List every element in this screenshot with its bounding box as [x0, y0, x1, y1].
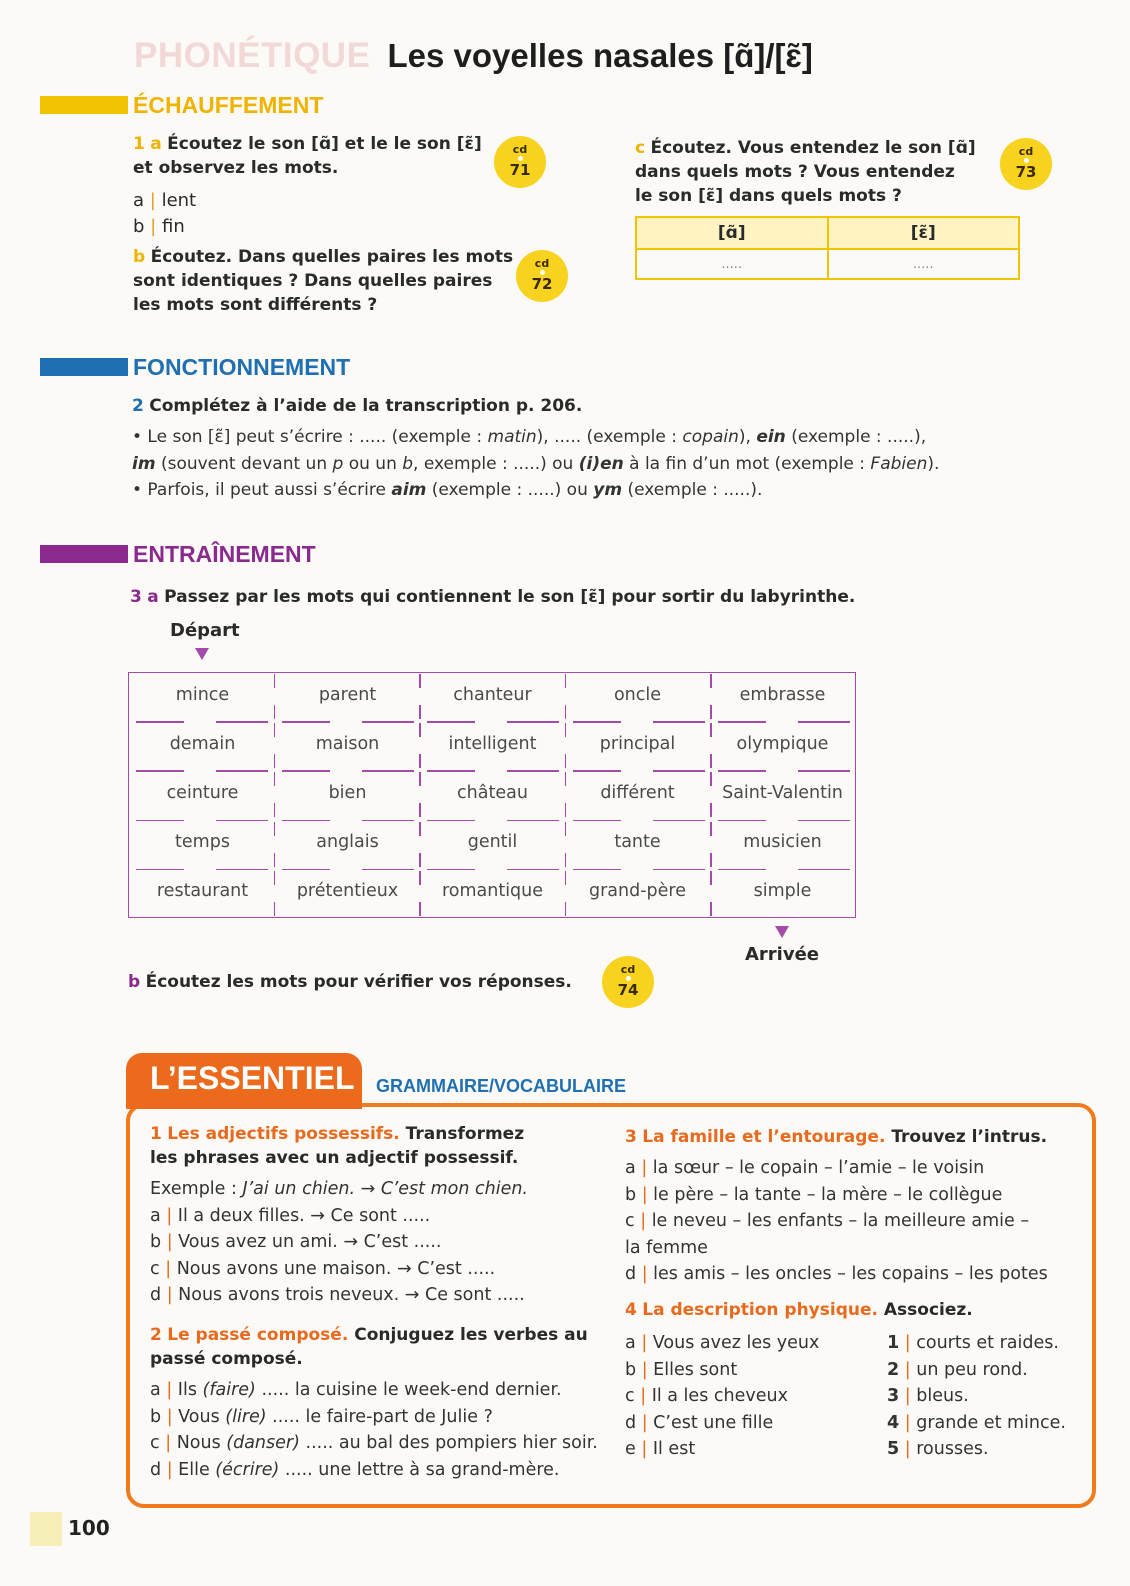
maze-cell[interactable]: embrasse [739, 685, 826, 705]
maze-wall [136, 869, 184, 871]
page-number: 100 [68, 1516, 110, 1540]
exercise-1b: b Écoutez. Dans quelles paires les mots sont identiques ? Dans quelles paires les mots sont différents ? [133, 247, 514, 315]
bullet-1-cont: im (souvent devant un p ou un b, exemple : .....) ou (i)en à la fin d’un mot (exemple : Fabien). [132, 453, 940, 474]
maze-wall [216, 770, 268, 772]
list-item: b | le père – la tante – la mère – le collègue [625, 1184, 1003, 1205]
maze-wall [798, 770, 850, 772]
table-cell[interactable]: ..... [828, 249, 1020, 279]
cd-track-73-badge[interactable]: cd 73 [1000, 138, 1052, 190]
maze-wall [565, 705, 567, 719]
finish-arrow-icon [775, 926, 789, 938]
cd-track-72-badge[interactable]: cd 72 [516, 250, 568, 302]
maze-wall [274, 803, 276, 817]
cd-track-71-badge[interactable]: cd 71 [494, 136, 546, 188]
maze-wall [710, 902, 712, 916]
ex3b-instruction: Écoutez les mots pour vérifier vos réponses. [145, 972, 572, 992]
maze-wall [798, 869, 850, 871]
page-number-tab [30, 1512, 62, 1546]
list-item: d | Nous avons trois neveux. → Ce sont ..... [150, 1285, 525, 1305]
list-item: e | Il est [625, 1439, 696, 1459]
maze-wall [216, 869, 268, 871]
maze-wall [419, 754, 421, 768]
maze-cell[interactable]: différent [600, 783, 675, 803]
maze-cell[interactable]: tante [614, 832, 661, 852]
ex1a-line1: Écoutez le son [ɑ̃] et le le son [ɛ̃] [167, 134, 482, 154]
list-item: d | les amis – les oncles – les copains – les potes [625, 1264, 1048, 1284]
list-item: 1 | courts et raides. [887, 1333, 1059, 1353]
maze-cell[interactable]: intelligent [448, 734, 537, 754]
table-cell[interactable]: ..... [636, 249, 828, 279]
bullet-1: • Le son [ɛ̃] peut s’écrire : ..... (exemple : matin), ..... (exemple : copain), ein (exemple : .....), [132, 427, 927, 447]
maze-cell[interactable]: bien [328, 783, 367, 803]
maze-wall [419, 705, 421, 719]
maze-wall [565, 853, 567, 867]
list-item: d | C’est une fille [625, 1412, 774, 1433]
essentiel-q3: 3 La famille et l’entourage. Trouvez l’intrus. a | la sœur – le copain – l’amie – le voisin b | le père – la tante – la mère – le collègue c | le neveu – les enfants – la meilleure amie – la femme d | les amis – les oncles – les copains – les potes [625, 1125, 1075, 1288]
maze-wall [565, 803, 567, 817]
maze-cell[interactable]: anglais [316, 832, 379, 852]
fonctionnement-bar [40, 358, 128, 376]
essentiel-q1: 1 Les adjectifs possessifs. Transformez les phrases avec un adjectif possessif. Exemple : J’ai un chien. → C’est mon chien. a | Il a deux filles. → Ce sont ..... b | Vous avez un ami. → C’est ..... c | Nous avons une maison. → C’est ..... d | Nous avons trois neveux. → Ce sont ..... [150, 1122, 610, 1309]
maze-wall [710, 754, 712, 768]
exercise-3b [128, 970, 608, 994]
maze-cell[interactable]: romantique [441, 881, 544, 901]
list-item: b | Elles sont [625, 1359, 738, 1380]
maze-wall [573, 721, 621, 723]
start-arrow-icon [195, 648, 209, 660]
maze-cell[interactable]: chanteur [453, 685, 532, 705]
maze-wall [282, 820, 330, 822]
maze-cell[interactable]: musicien [743, 832, 822, 852]
ex1c-letter: c [635, 138, 646, 158]
maze-cell[interactable]: simple [753, 881, 812, 901]
maze-wall [427, 869, 475, 871]
maze-cell[interactable]: principal [599, 734, 676, 754]
page-title: Les voyelles nasales [ɑ̃]/[ɛ̃] [387, 37, 813, 74]
maze-wall [507, 770, 559, 772]
exercise-1a [133, 132, 513, 240]
maze-cell[interactable]: mince [175, 685, 230, 705]
list-item: 5 | rousses. [887, 1439, 989, 1459]
maze-finish-label: Arrivée [745, 944, 820, 965]
list-item: b | fin [133, 216, 185, 237]
maze-wall [274, 754, 276, 768]
list-item: a | Il a deux filles. → Ce sont ..... [150, 1205, 431, 1226]
ex1a-letter: a [150, 134, 162, 154]
list-item: c | Nous (danser) ..... au bal des pompiers hier soir. [150, 1433, 598, 1453]
maze-wall [216, 721, 268, 723]
bullet-2: • Parfois, il peut aussi s’écrire aim (exemple : .....) ou ym (exemple : .....). [132, 480, 763, 500]
ex3a-number: 3 [130, 587, 142, 607]
maze-wall [718, 770, 766, 772]
maze-cell[interactable]: demain [169, 734, 236, 754]
maze-wall [136, 820, 184, 822]
maze-wall [282, 869, 330, 871]
essentiel-subtitle: GRAMMAIRE/VOCABULAIRE [376, 1076, 626, 1096]
ex1a-number: 1 [133, 134, 145, 154]
maze-wall [507, 721, 559, 723]
maze-cell[interactable]: restaurant [156, 881, 249, 901]
maze-cell[interactable]: prétentieux [296, 881, 399, 901]
maze-wall [362, 820, 414, 822]
maze-wall [274, 853, 276, 867]
page-header [134, 36, 934, 86]
maze-cell[interactable]: gentil [467, 832, 518, 852]
table-header: [ɑ̃] [636, 217, 828, 249]
ex1b-letter: b [133, 247, 146, 267]
list-item: b | Vous avez un ami. → C’est ..... [150, 1232, 442, 1252]
maze-wall [507, 869, 559, 871]
entrainement-heading: ENTRAÎNEMENT [133, 541, 316, 567]
maze-wall [419, 853, 421, 867]
maze-cell[interactable]: temps [175, 832, 230, 852]
maze-wall [136, 770, 184, 772]
section-label: PHONÉTIQUE [134, 36, 371, 75]
maze-cell[interactable]: Saint-Valentin [722, 783, 843, 803]
maze-wall [282, 721, 330, 723]
maze-wall [718, 869, 766, 871]
maze-cell[interactable]: château [457, 783, 528, 803]
maze-wall [565, 902, 567, 916]
maze-wall [427, 770, 475, 772]
list-item: a | Ils (faire) ..... la cuisine le week-end dernier. [150, 1380, 562, 1400]
exercise-1c: c Écoutez. Vous entendez le son [ɑ̃] dans quels mots ? Vous entendez le son [ɛ̃] dans quels mots ? [635, 138, 976, 206]
maze-wall [573, 820, 621, 822]
list-item: a | la sœur – le copain – l’amie – le voisin [625, 1158, 985, 1178]
q4-right-column [887, 1330, 1087, 1463]
maze-wall [362, 770, 414, 772]
ex2-number: 2 [132, 396, 144, 416]
cd-track-74-badge[interactable]: cd 74 [602, 956, 654, 1008]
maze-wall [573, 770, 621, 772]
q1-example: Exemple : J’ai un chien. → C’est mon chien. [150, 1179, 528, 1199]
maze-wall [565, 754, 567, 768]
list-item: 2 | un peu rond. [887, 1359, 1028, 1380]
list-item: c | Nous avons une maison. → C’est ..... [150, 1258, 496, 1279]
maze-wall [710, 853, 712, 867]
maze-wall [274, 902, 276, 916]
list-item: b | Vous (lire) ..... le faire-part de Julie ? [150, 1406, 493, 1427]
maze-wall [216, 820, 268, 822]
table-header: [ɛ̃] [828, 217, 1020, 249]
maze-wall [362, 721, 414, 723]
maze-wall [653, 770, 705, 772]
ex3b-letter: b [128, 972, 141, 992]
maze-wall [718, 820, 766, 822]
maze-wall [419, 902, 421, 916]
maze-wall [427, 721, 475, 723]
maze-wall [507, 820, 559, 822]
maze-start-label: Départ [170, 620, 240, 641]
maze-cell[interactable]: oncle [613, 685, 662, 705]
maze-wall [653, 869, 705, 871]
essentiel-title: L’ESSENTIEL [150, 1060, 355, 1096]
maze-wall [653, 820, 705, 822]
exercise-2 [132, 394, 1032, 504]
maze-wall [136, 721, 184, 723]
maze-cell[interactable]: grand-père [589, 881, 686, 901]
essentiel-q2: 2 Le passé composé. Conjuguez les verbes au passé composé. a | Ils (faire) ..... la cuisine le week-end dernier. b | Vous (lire) ..... le faire-part de Julie ? c | Nous (danser) ..... au bal des pompiers hier soir. d | Elle (écrire) ..... une lettre à sa grand-mère. [150, 1323, 610, 1483]
maze-cell[interactable]: olympique [736, 734, 829, 754]
ex2-instruction: Complétez à l’aide de la transcription p. 206. [149, 396, 583, 416]
maze-cell[interactable]: parent [318, 685, 377, 705]
list-item: 4 | grande et mince. [887, 1412, 1066, 1433]
list-item: a | Vous avez les yeux [625, 1333, 820, 1353]
maze-wall [710, 803, 712, 817]
maze-wall [362, 869, 414, 871]
q4-left-column [625, 1330, 875, 1463]
ex3a-instruction: Passez par les mots qui contiennent le son [ɛ̃] pour sortir du labyrinthe. [164, 587, 856, 607]
maze-wall [274, 705, 276, 719]
maze-wall [710, 705, 712, 719]
essentiel-q4-heading: 4 La description physique. Associez. [625, 1300, 973, 1320]
maze-wall [282, 770, 330, 772]
list-item-cont: la femme [625, 1237, 708, 1258]
maze-wall [653, 721, 705, 723]
exercise-3a [130, 585, 890, 609]
fonctionnement-heading: FONCTIONNEMENT [133, 354, 351, 380]
maze-wall [718, 721, 766, 723]
echauffement-heading: ÉCHAUFFEMENT [133, 92, 324, 118]
list-item: c | le neveu – les enfants – la meilleure amie – [625, 1211, 1030, 1231]
maze-cell[interactable]: ceinture [166, 783, 239, 803]
entrainement-bar [40, 545, 128, 563]
list-item: 3 | bleus. [887, 1386, 969, 1406]
list-item: d | Elle (écrire) ..... une lettre à sa grand-mère. [150, 1459, 560, 1480]
ex1a-line2: et observez les mots. [133, 158, 339, 178]
ex3a-letter: a [147, 587, 159, 607]
echauffement-bar [40, 96, 128, 114]
list-item: c | Il a les cheveux [625, 1386, 788, 1406]
sound-table [635, 216, 1020, 280]
list-item: a | lent [133, 190, 197, 211]
maze-wall [419, 803, 421, 817]
maze-wall [573, 869, 621, 871]
maze-cell[interactable]: maison [315, 734, 380, 754]
maze-wall [798, 820, 850, 822]
maze-wall [798, 721, 850, 723]
maze-wall [427, 820, 475, 822]
